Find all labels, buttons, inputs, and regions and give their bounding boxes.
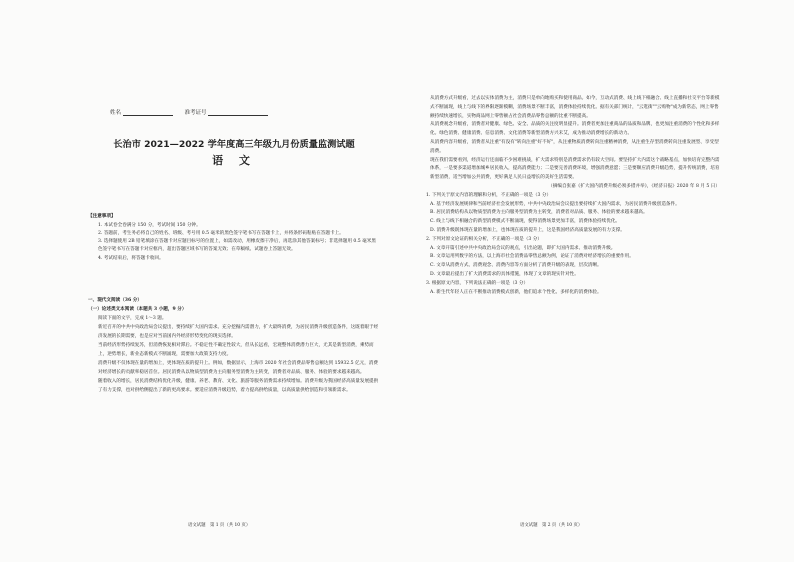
note-item: 2. 答题前，考生务必将自己的姓名、班级、考号用 0.5 毫米的黑色签字笔书写在答题卡上，并将条形码粘贴在答题卡上。 — [98, 231, 344, 236]
passage-paragraph: 当前经济形势持续复苏，但消费恢复相对滞后。不稳定性不确定性较大，但从长远看，宏观整体消费潜力巨大，尤其是新型消费，乘势而上，逆势增长，新业态新模式不断涌现，需要加大政策支持力度。 — [98, 343, 374, 357]
section-reading — [88, 296, 380, 395]
question-stem: 1. 下列关于原文内容的理解和分析，不正确的一项是（3 分） — [426, 192, 552, 198]
sub-heading: （一）论述类文本阅读（本题共 3 小题，9 分） — [88, 307, 187, 312]
option-a: A. 新生代年轻人正在不断推动消费模式创新，他们追求个性化、多样化的消费体验。 — [430, 289, 602, 295]
option-a: A. 基于经济发展规律和当前经济社会发展形势，中共中央政治局会议提出要持续扩大国内需求，为居民消费升级创造条件。 — [430, 201, 680, 207]
passage-paragraph: 现在我们需要看到，经济运行还面临不少困难挑战，扩大需求特别是消费需求仍有较大空间。要坚持扩大内需这个战略基点，加快培育完整内需体系，一是要多渠道增加城乡居民收入，提高消费能力；二是要完善消费环境，增强消费意愿；三是要顺应消费升级趋势，提升传统消费，培育新型消费，适当增加公共消费，更好满足人民日益增长的美好生活需要。 — [430, 157, 720, 181]
exam-no-label: 准考证号 — [184, 110, 207, 116]
option-d: D. 文章最后提出了扩大消费需求的具体措施，体现了文章的现实针对性。 — [430, 271, 579, 277]
passage-paragraph: 从消费方式升级看，过去以实体消费为主，消费只是单向地购买和使用商品。如今，互动式消费、线上线下相融合、线上直播和社交平台等新模式不断涌现，线上与线下的界限逐渐模糊，消费场景不断丰富，消费体验持续优化。据有关部门统计，"云逛街""云购物"成为新常态，网上零售额持续快速增长，实物商品网上零售额占社会消费品零售总额的比重不断提高。 — [430, 96, 720, 119]
right-column — [420, 95, 720, 297]
page-footer-left: 语文试题 第 1 页（共 10 页） — [188, 523, 251, 528]
part-heading: 一、现代文阅读（36 分） — [88, 298, 142, 303]
option-b: B. 文章运用列数字的方法，以上海市社会消费品零售总额为例，论证了消费对经济增长的重要作用。 — [430, 254, 634, 260]
notes-heading: 【注意事项】 — [88, 214, 116, 219]
name-label: 姓名 — [110, 110, 122, 116]
exam-no-blank[interactable] — [208, 109, 268, 116]
subject-title: 语 文 — [212, 154, 256, 167]
passage-paragraph: 从消费内容升级看，消费者从注重"有没有"转向注重"好不好"，从注重物质消费转向注重精神消费，从注重生存型消费转向注重发展型、享受型消费。 — [430, 139, 719, 154]
name-blank[interactable] — [123, 109, 173, 116]
question-stem: 2. 下列对原文论证的相关分析，不正确的一项是（3 分） — [426, 236, 542, 242]
passage-paragraph: 随着收入的增长，居民消费结构优化升级，健康、养老、教育、文化、旅游等服务消费需求持续增加。消费升级为我国经济高质量发展提供了有力支撑，也对供给侧提出了新的更高要求。要适应消费升级趋势，着力提高供给质量，以高质量供给创造和引领新需求。 — [98, 379, 379, 393]
passage-paragraph: 从消费观念升级看，消费者对健康、绿色、安全、品质的关注度明显提升。消费者更加注重商品的品质和品牌，也更加注重消费的个性化和多样化。绿色消费、健康消费、信息消费、文化消费等新型消费方兴未艾，成为推动消费增长的新动力。 — [430, 122, 720, 137]
passage-paragraph: 消费升级不仅体现在量的增加上，更体现在质的提升上。例如，数据显示，上海市 2020 年社会消费品零售总额达到 15932.5 亿元，消费对经济增长的贡献率稳居首位。居民消费从以物质型消费为主向服务型消费为主转变，消费者对品质、服务、体验的要求越来越高。 — [98, 361, 379, 375]
exam-title: 长治市 2021—2022 学年度高三年级九月份质量监测试题 — [113, 139, 355, 150]
note-item: 4. 考试结束后，将答题卡收回。 — [98, 256, 164, 261]
option-c: C. 文章从消费方式、消费观念、消费内容等方面分析了消费升级的表现，层次清晰。 — [430, 263, 602, 269]
note-item: 1. 本试卷全卷满分 150 分，考试时间 150 分钟。 — [98, 223, 201, 228]
option-c: C. 线上与线下相融合的新型消费模式不断涌现，使得消费场景更加丰富，消费体验持续优化。 — [430, 219, 621, 225]
option-b: B. 居民消费结构从以物质型消费为主向服务型消费为主转变，消费者对品质、服务、体验的要求越来越高。 — [430, 210, 648, 216]
notes-block — [88, 212, 380, 263]
option-d: D. 消费升级既体现在量的增加上，也体现在质的提升上，这是我国经济高质量发展的有力支撑。 — [430, 227, 625, 233]
source-note: （摘编自张嘉《扩大国内消费升级必须多措并举》，《经济日报》2020 年 8 月 5 日） — [548, 183, 720, 189]
question-stem: 3. 根据原文内容，下列说法正确的一项是（3 分） — [426, 280, 529, 286]
note-item: 3. 选择题使用 2B 铅笔填涂在答题卡对应题目标号的位置上，如需改动，用橡皮擦干净后，再选涂其他答案标号；非选择题用 0.5 毫米黑色签字笔书写在答题卡对应框内，超出答题区域书写的答案无效；在草稿纸、试题卷上答题无效。 — [98, 239, 376, 252]
intro-text: 阅读下面的文字，完成 1～3 题。 — [98, 316, 167, 321]
option-a: A. 文章开篇引述中共中央政治局会议的观点，引出论题，即扩大国内需求、推动消费升级。 — [430, 245, 616, 251]
candidate-info-row — [110, 108, 278, 116]
passage-paragraph: 新近召开的中共中央政治局会议提出，要持续扩大国内需求。充分挖掘内需潜力，扩大最终消费，为居民消费升级创造条件，这既着眼于经济发展的长期需要，也是应对当前国内外经济形势变化的现实选择。 — [98, 325, 379, 339]
page-footer-right: 语文试题 第 2 页（共 10 页） — [520, 523, 583, 528]
